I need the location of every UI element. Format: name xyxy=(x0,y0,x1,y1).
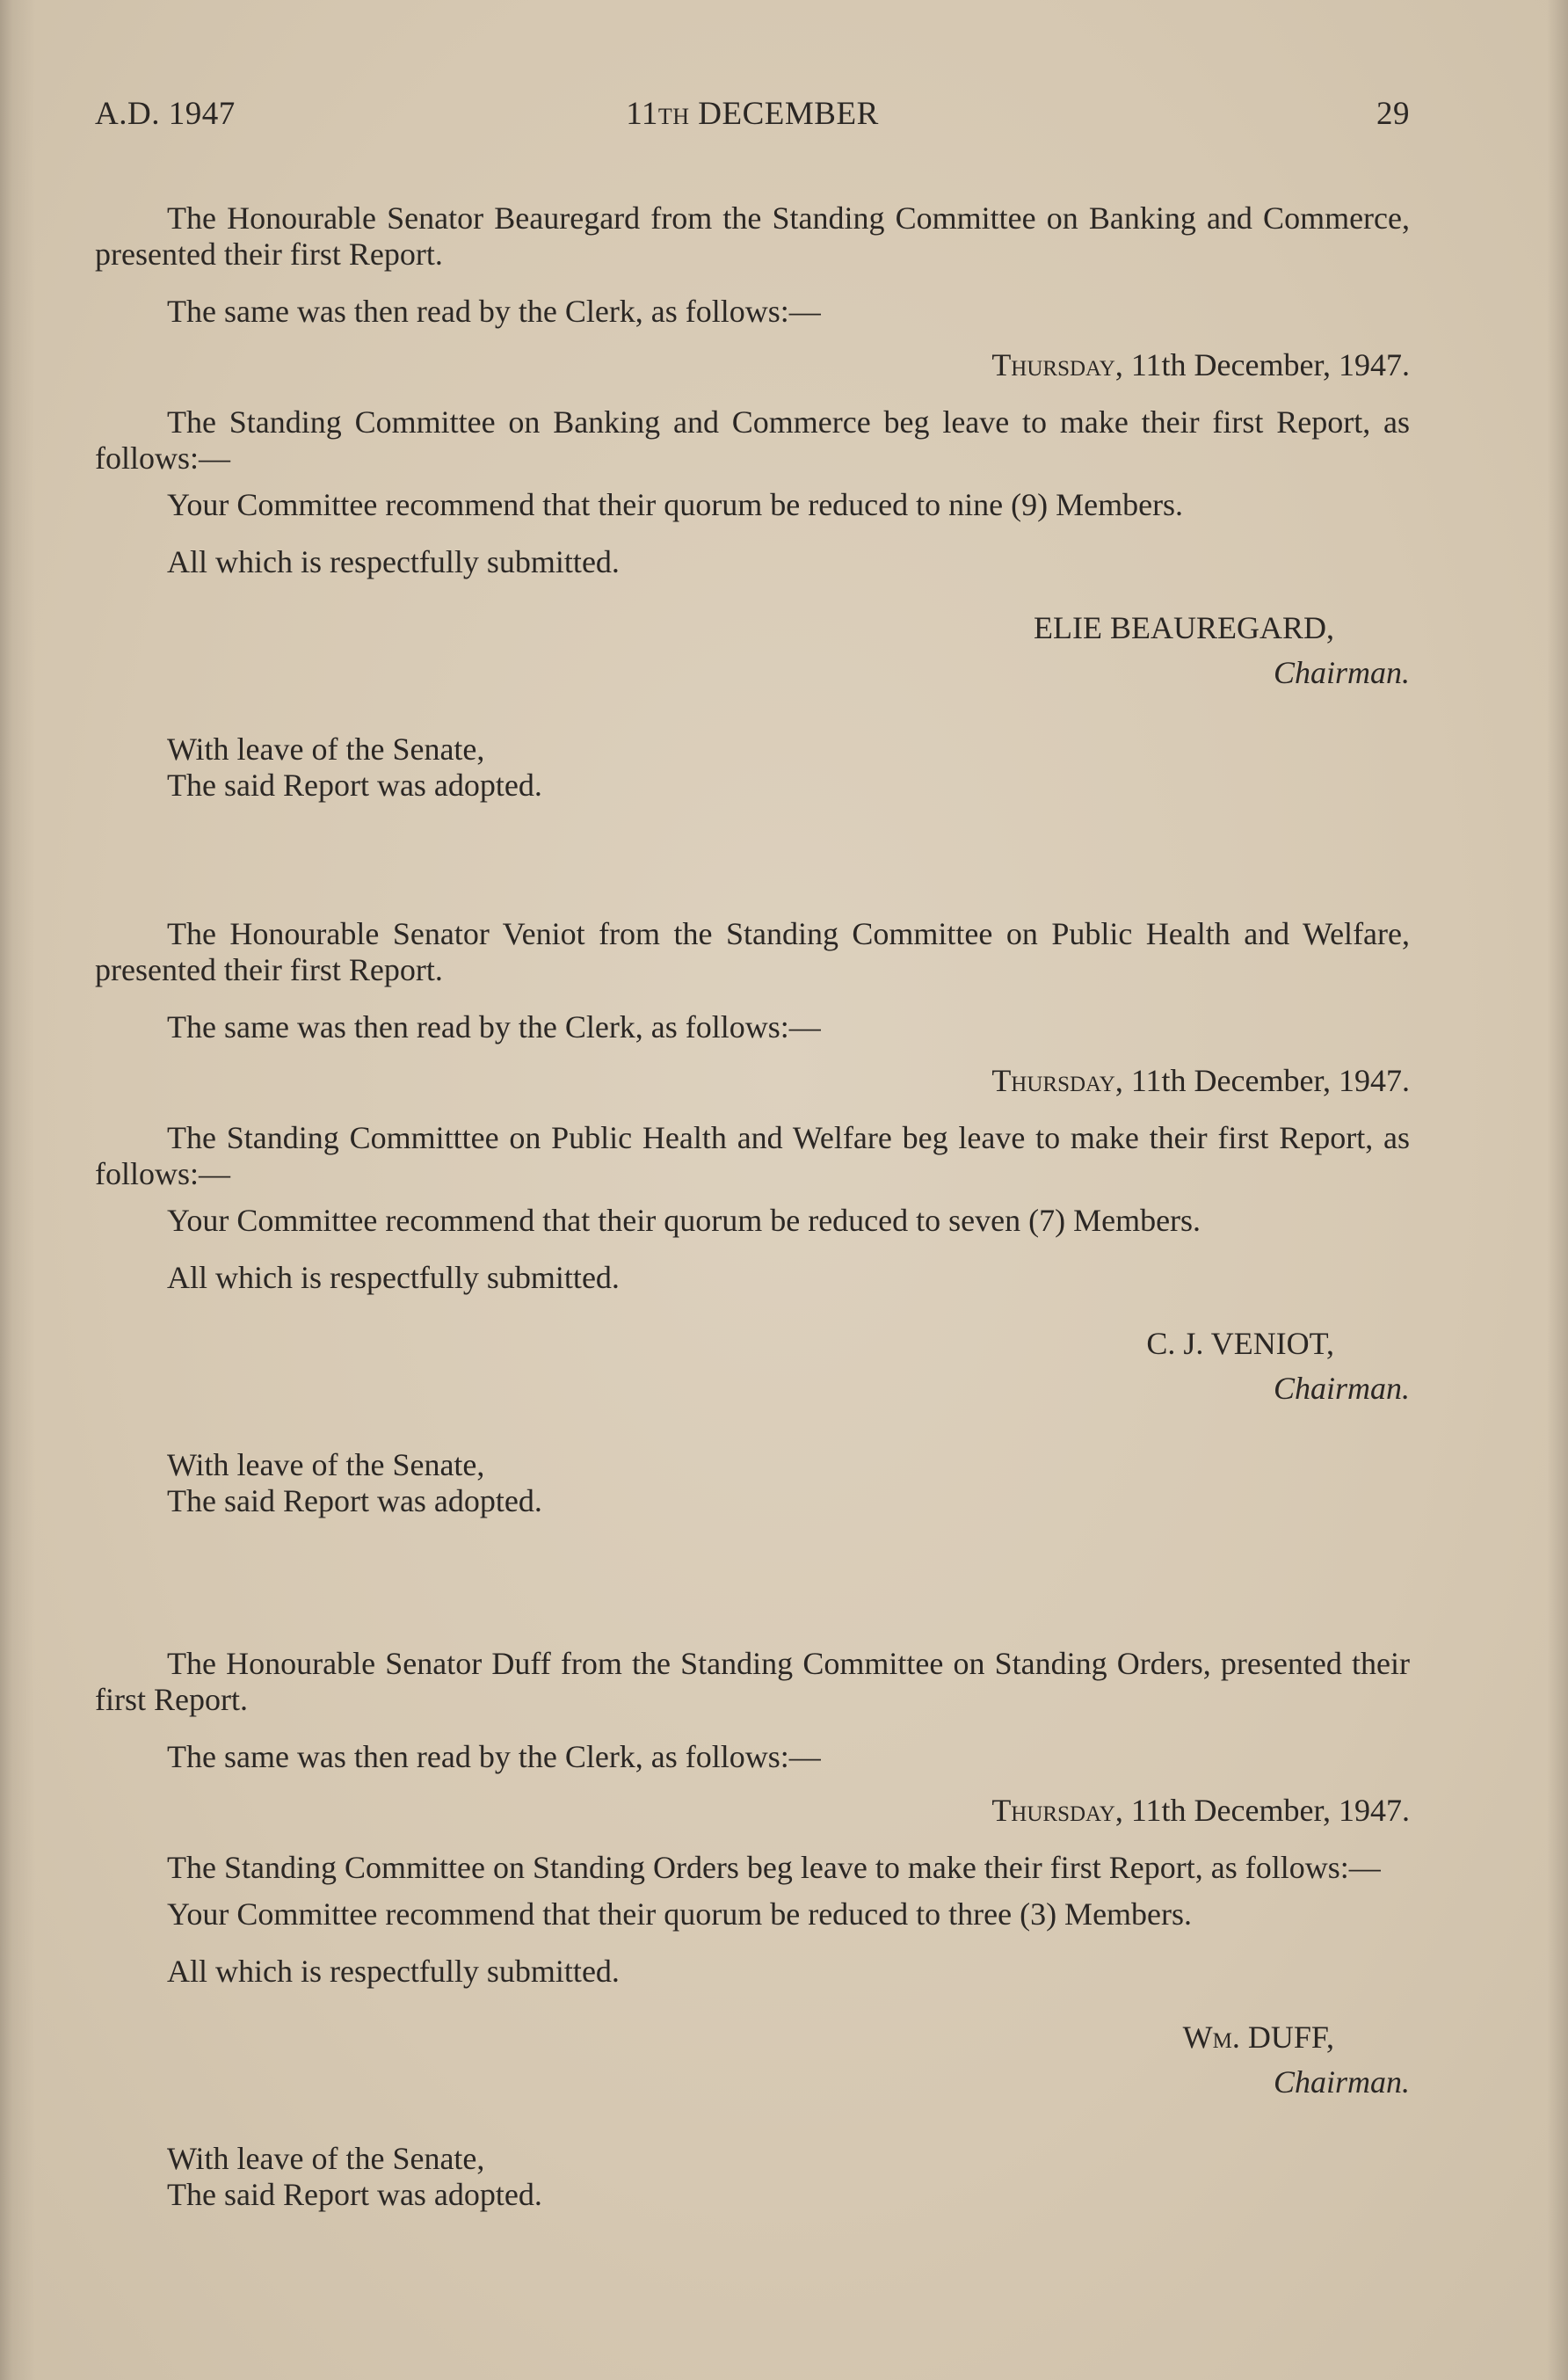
header-year: A.D. 1947 xyxy=(95,96,236,132)
intro-paragraph: The Honourable Senator Veniot from the Standing Committee on Public Health and Welfare, presented their first Report. xyxy=(95,916,1410,987)
read-paragraph: The same was then read by the Clerk, as follows:— xyxy=(167,294,821,329)
report-section-banking xyxy=(95,200,1410,804)
read-paragraph: The same was then read by the Clerk, as follows:— xyxy=(167,1009,821,1044)
submitted-paragraph: All which is respectfully submitted. xyxy=(167,1260,620,1295)
signature-title: Chairman. xyxy=(1273,2064,1410,2100)
report-date-day: Thursday xyxy=(991,1063,1115,1098)
report-date xyxy=(95,1063,1410,1099)
signature-title: Chairman. xyxy=(1273,655,1410,690)
document-body xyxy=(95,200,1410,2213)
submitted-paragraph: All which is respectfully submitted. xyxy=(167,1954,620,1989)
page-number: 29 xyxy=(1376,96,1410,132)
adopted-line: The said Report was adopted. xyxy=(167,2177,542,2212)
signature-prefix: Wm xyxy=(1182,2020,1232,2055)
leave-line: With leave of the Senate, xyxy=(167,731,485,767)
header-month: DECEMBER xyxy=(689,96,879,132)
signature-surname: . DUFF, xyxy=(1231,2020,1334,2055)
report-paragraph: The Standing Committee on Standing Orders beg leave to make their first Report, as follows:— xyxy=(167,1850,1381,1885)
report-date-rest: , 11th December, 1947. xyxy=(1114,347,1410,382)
signature-name: ELIE BEAUREGARD, xyxy=(1034,610,1334,645)
signature-name xyxy=(95,2020,1410,2056)
recommend-paragraph: Your Committee recommend that their quorum be reduced to seven (7) Members. xyxy=(167,1203,1201,1238)
report-date-day: Thursday xyxy=(991,347,1115,382)
report-paragraph: The Standing Committee on Banking and Commerce beg leave to make their first Report, as follows:— xyxy=(95,404,1410,476)
report-date-day: Thursday xyxy=(991,1793,1115,1828)
header-day: 11th xyxy=(626,96,690,132)
adoption-note xyxy=(95,731,1410,804)
report-date xyxy=(95,347,1410,383)
adoption-note xyxy=(95,2141,1410,2213)
recommend-paragraph: Your Committee recommend that their quorum be reduced to nine (9) Members. xyxy=(167,487,1184,522)
intro-paragraph: The Honourable Senator Beauregard from the Standing Committee on Banking and Commerce, presented their first Report. xyxy=(95,200,1410,272)
adoption-note xyxy=(95,1447,1410,1519)
leave-line: With leave of the Senate, xyxy=(167,2141,485,2176)
adopted-line: The said Report was adopted. xyxy=(167,1483,542,1518)
report-section-health xyxy=(95,916,1410,1519)
report-paragraph: The Standing Committtee on Public Health and Welfare beg leave to make their first Report, as follows:— xyxy=(95,1120,1410,1191)
signature-name: C. J. VENIOT, xyxy=(1146,1326,1334,1361)
running-header xyxy=(95,95,1410,135)
report-date xyxy=(95,1793,1410,1829)
report-section-standing-orders xyxy=(95,1646,1410,2213)
intro-paragraph: The Honourable Senator Duff from the Standing Committee on Standing Orders, presented their first Report. xyxy=(95,1646,1410,1717)
recommend-paragraph: Your Committee recommend that their quorum be reduced to three (3) Members. xyxy=(167,1896,1193,1932)
signature-title: Chairman. xyxy=(1273,1371,1410,1406)
submitted-paragraph: All which is respectfully submitted. xyxy=(167,544,620,579)
read-paragraph: The same was then read by the Clerk, as follows:— xyxy=(167,1739,821,1774)
leave-line: With leave of the Senate, xyxy=(167,1447,485,1482)
header-date xyxy=(626,95,879,133)
adopted-line: The said Report was adopted. xyxy=(167,768,542,803)
report-date-rest: , 11th December, 1947. xyxy=(1114,1063,1410,1098)
report-date-rest: , 11th December, 1947. xyxy=(1114,1793,1410,1828)
